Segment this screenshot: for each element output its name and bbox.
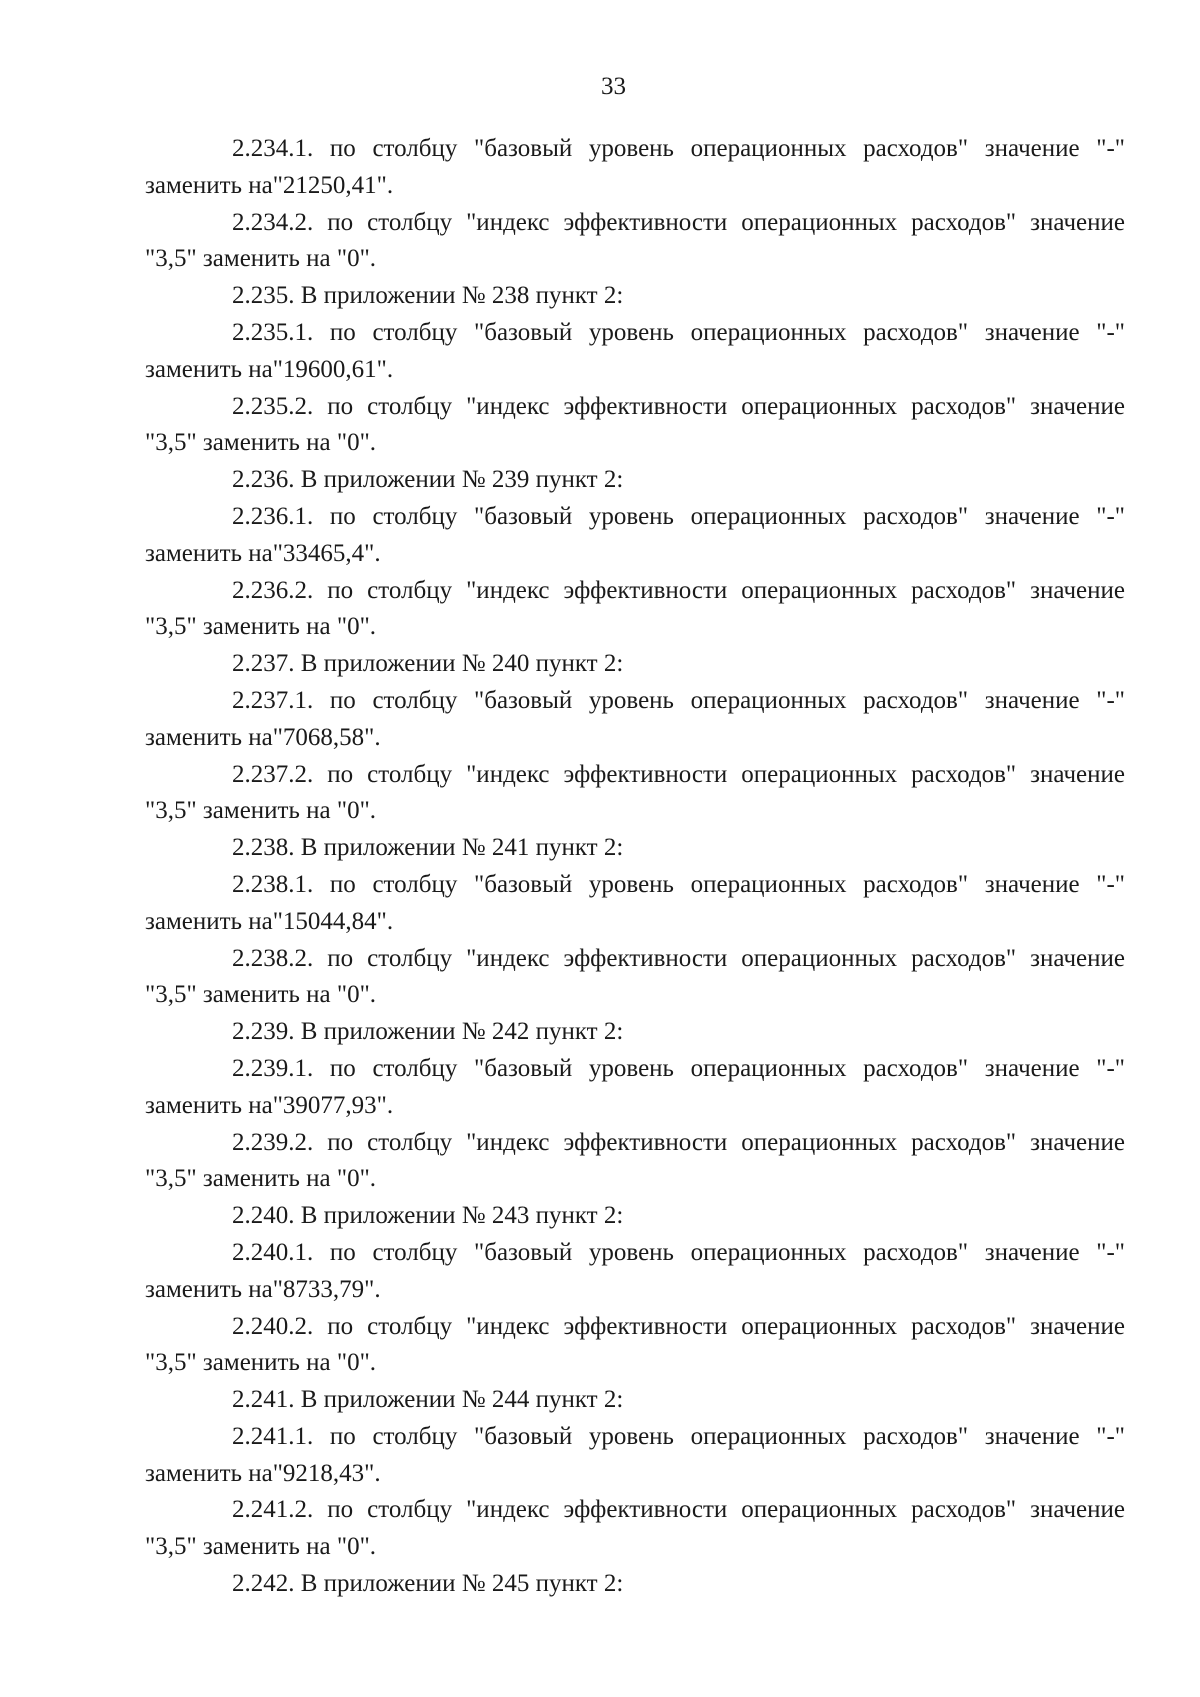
section-heading: 2.241. В приложении № 244 пункт 2:: [232, 1386, 624, 1414]
base-cost-amendment: 2.239.1. по столбцу "базовый уровень операционных расходов" значение "-" заменить на"39077,93".: [145, 1054, 1125, 1119]
efficiency-index-amendment: 2.236.2. по столбцу "индекс эффективности операционных расходов" значение "3,5" заменить на "0".: [145, 576, 1125, 641]
efficiency-index-amendment: 2.234.2. по столбцу "индекс эффективности операционных расходов" значение "3,5" заменить на "0".: [145, 208, 1125, 273]
efficiency-index-amendment: 2.237.2. по столбцу "индекс эффективности операционных расходов" значение "3,5" заменить на "0".: [145, 760, 1125, 825]
efficiency-index-amendment: 2.240.2. по столбцу "индекс эффективности операционных расходов" значение "3,5" заменить на "0".: [145, 1312, 1125, 1377]
section-heading: 2.236. В приложении № 239 пункт 2:: [232, 466, 624, 494]
efficiency-index-amendment: 2.235.2. по столбцу "индекс эффективности операционных расходов" значение "3,5" заменить на "0".: [145, 392, 1125, 457]
section-heading: 2.239. В приложении № 242 пункт 2:: [232, 1018, 624, 1046]
efficiency-index-amendment: 2.241.2. по столбцу "индекс эффективности операционных расходов" значение "3,5" заменить на "0".: [145, 1496, 1125, 1561]
section-heading: 2.240. В приложении № 243 пункт 2:: [232, 1202, 624, 1230]
base-cost-amendment: 2.237.1. по столбцу "базовый уровень операционных расходов" значение "-" заменить на"7068,58".: [145, 686, 1125, 751]
page-number: 33: [601, 73, 626, 100]
base-cost-amendment: 2.236.1. по столбцу "базовый уровень операционных расходов" значение "-" заменить на"33465,4".: [145, 502, 1125, 567]
base-cost-amendment: 2.235.1. по столбцу "базовый уровень операционных расходов" значение "-" заменить на"19600,61".: [145, 318, 1125, 383]
section-heading: 2.238. В приложении № 241 пункт 2:: [232, 834, 624, 862]
efficiency-index-amendment: 2.238.2. по столбцу "индекс эффективности операционных расходов" значение "3,5" заменить на "0".: [145, 944, 1125, 1009]
efficiency-index-amendment: 2.239.2. по столбцу "индекс эффективности операционных расходов" значение "3,5" заменить на "0".: [145, 1128, 1125, 1193]
base-cost-amendment: 2.240.1. по столбцу "базовый уровень операционных расходов" значение "-" заменить на"8733,79".: [145, 1238, 1125, 1303]
section-heading: 2.235. В приложении № 238 пункт 2:: [232, 282, 624, 310]
base-cost-amendment: 2.234.1. по столбцу "базовый уровень операционных расходов" значение "-" заменить на"21250,41".: [145, 135, 1125, 199]
base-cost-amendment: 2.238.1. по столбцу "базовый уровень операционных расходов" значение "-" заменить на"15044,84".: [145, 870, 1125, 935]
base-cost-amendment: 2.241.1. по столбцу "базовый уровень операционных расходов" значение "-" заменить на"9218,43".: [145, 1422, 1125, 1487]
document-body: [145, 131, 1125, 1603]
section-heading: 2.242. В приложении № 245 пункт 2:: [232, 1570, 624, 1598]
section-heading: 2.237. В приложении № 240 пункт 2:: [232, 650, 624, 678]
